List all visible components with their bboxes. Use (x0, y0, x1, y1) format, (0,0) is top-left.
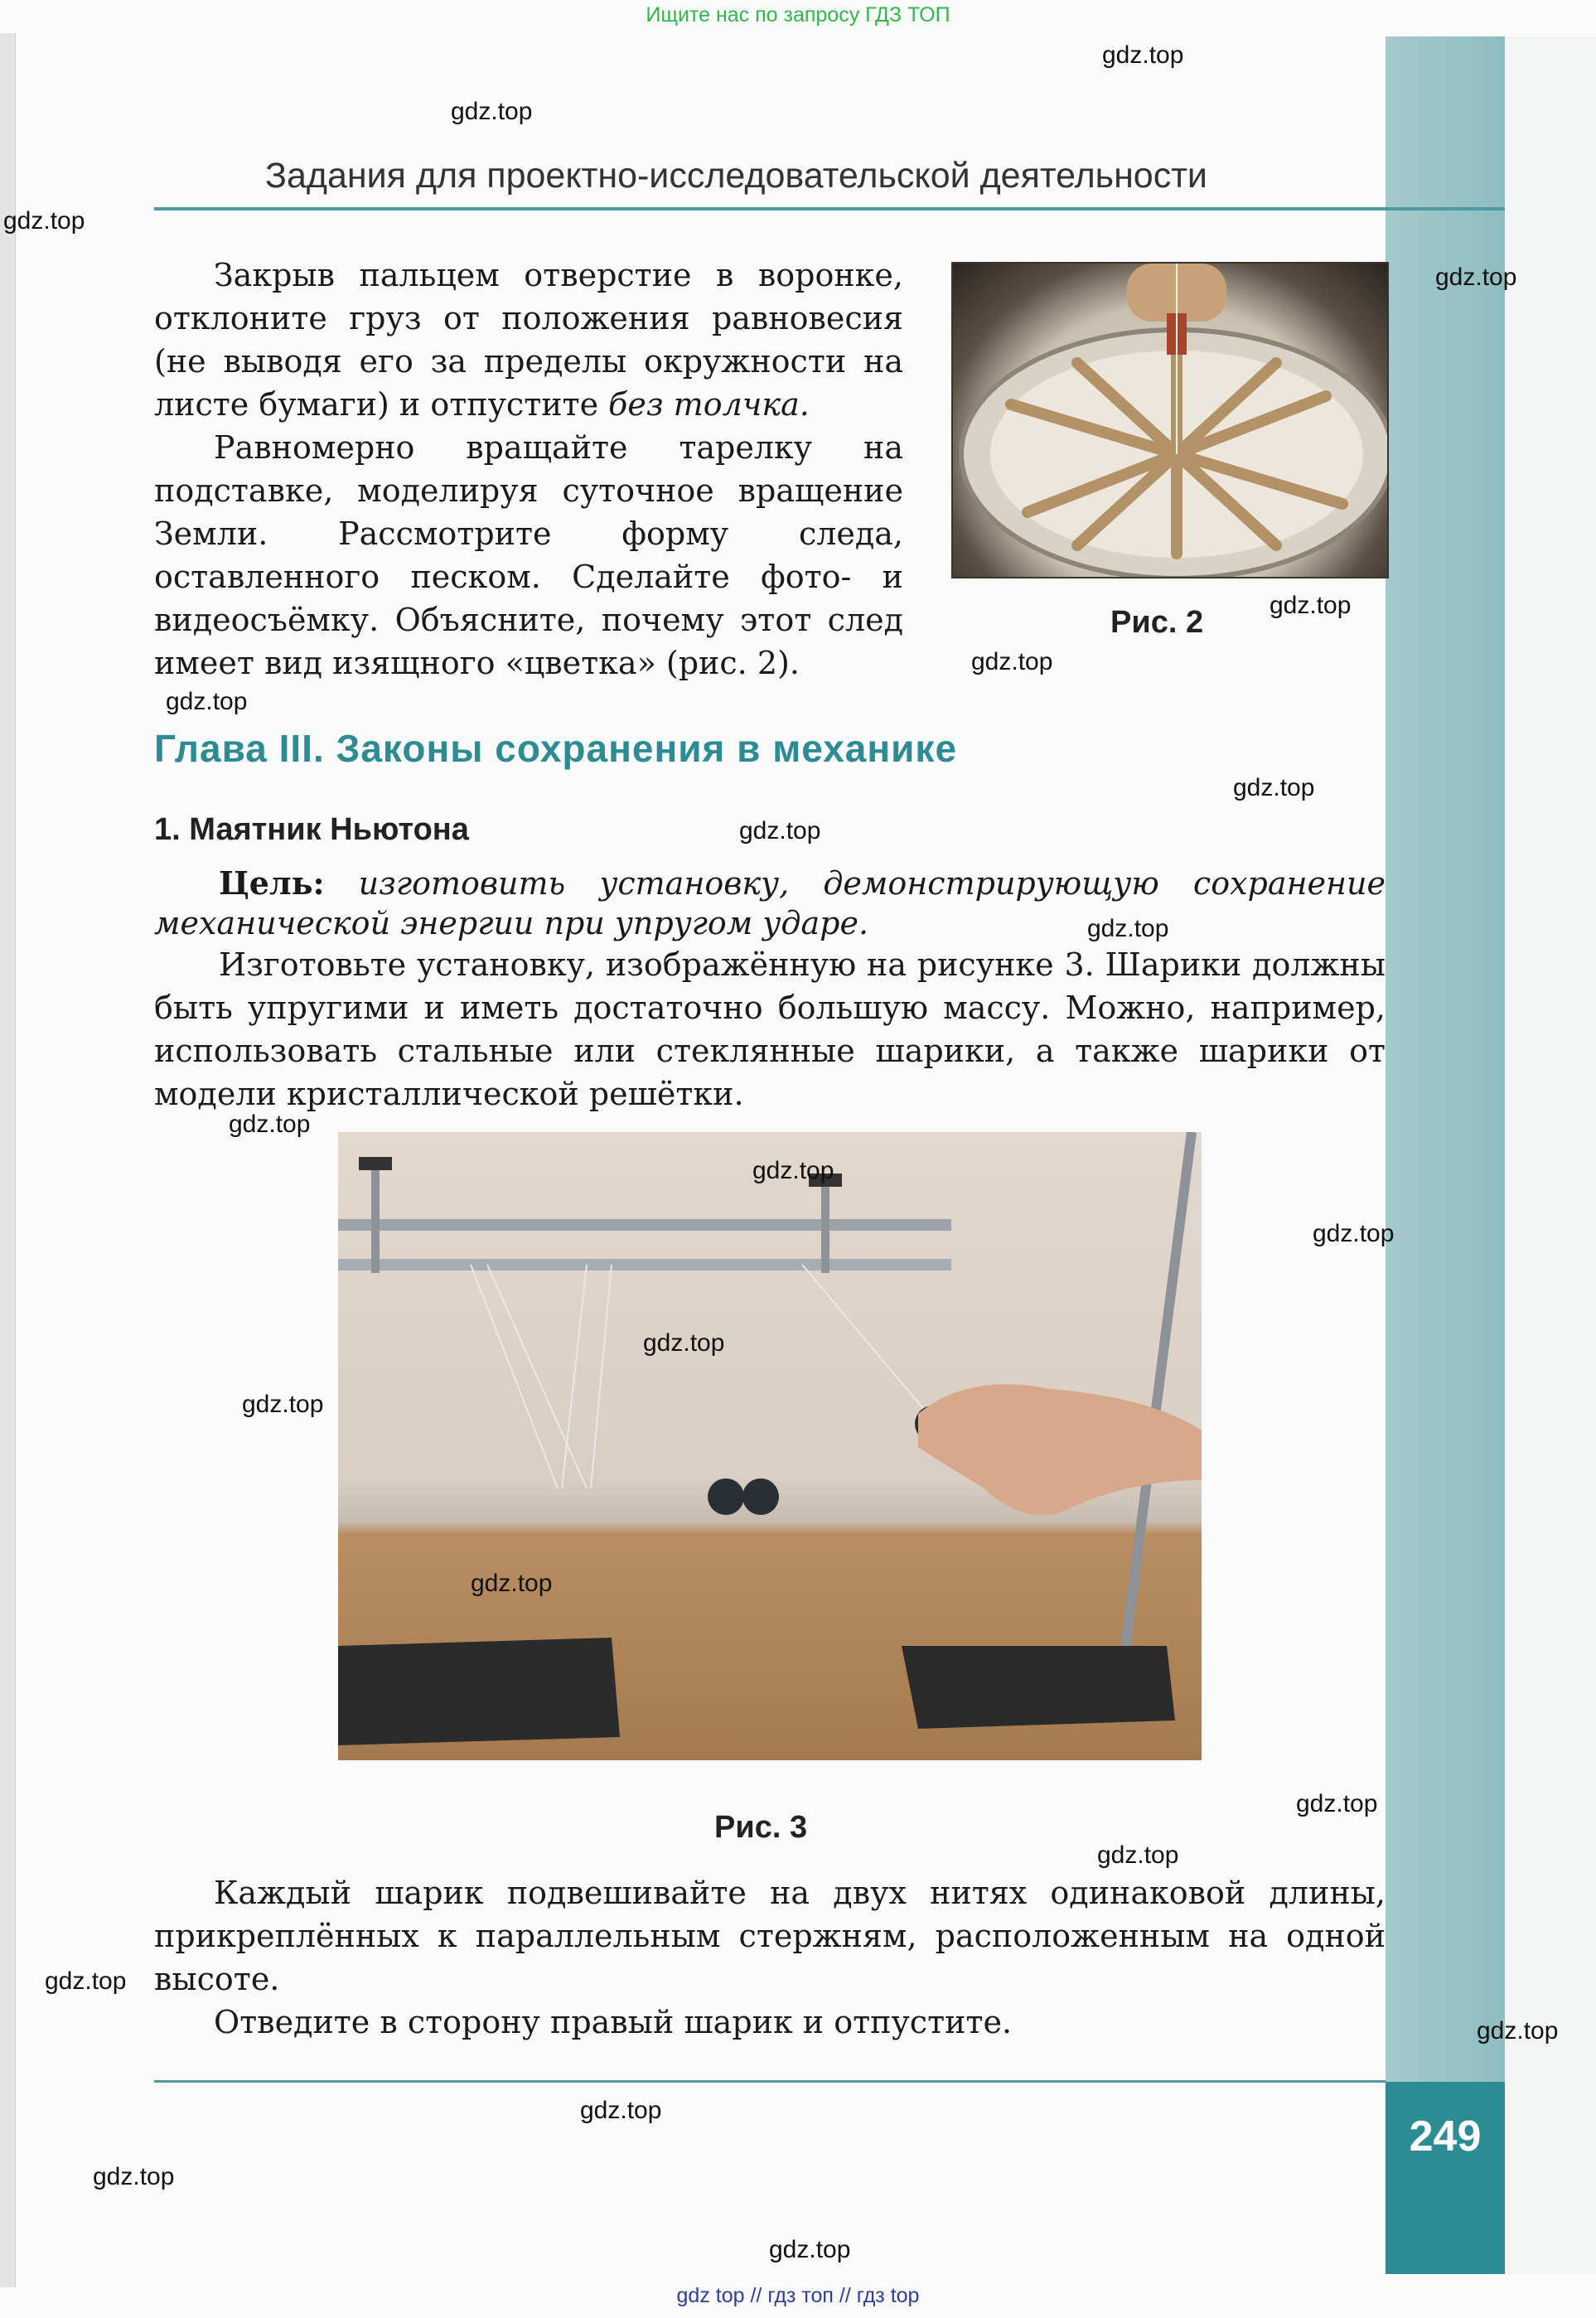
intro-text-block (154, 254, 903, 685)
subsection-title: 1. Маятник Ньютона (154, 812, 469, 847)
page-outer-margin (1505, 36, 1596, 2274)
bottom-links-banner[interactable]: gdz top // гдз топ // гдз top (676, 2284, 920, 2307)
watermark[interactable]: gdz.top (752, 1157, 834, 1184)
final-paragraph-2: Отведите в сторону правый шарик и отпустите. (214, 2004, 1013, 2040)
watermark[interactable]: gdz.top (45, 1967, 127, 1995)
watermark[interactable]: gdz.top (1097, 1841, 1179, 1869)
watermark[interactable]: gdz.top (1087, 915, 1169, 942)
watermark[interactable]: gdz.top (1435, 264, 1517, 291)
watermark[interactable]: gdz.top (1233, 774, 1315, 801)
setup-paragraph: Изготовьте установку, изображённую на рисунке 3. Шарики должны быть упругими и иметь достаточно большую массу. Можно, например, использовать стальные или стеклянные шарики, а также шарики от модели кристаллической решётки. (154, 946, 1386, 1112)
watermark[interactable]: gdz.top (1477, 2017, 1559, 2045)
watermark[interactable]: gdz.top (971, 648, 1053, 675)
intro-paragraph-1 (154, 254, 903, 426)
page-left-margin (0, 33, 16, 2287)
figure-2-photo (951, 262, 1389, 578)
watermark[interactable]: gdz.top (3, 207, 85, 235)
chapter-title: Глава III. Законы сохранения в механике (154, 727, 958, 770)
figure-2-caption: Рис. 2 (1110, 605, 1204, 640)
footer-rule (154, 2080, 1386, 2083)
watermark[interactable]: gdz.top (739, 817, 821, 844)
intro-paragraph-1-italic: без толчка. (608, 386, 810, 423)
watermark[interactable]: gdz.top (580, 2097, 662, 2124)
teal-side-band (1386, 36, 1505, 2274)
watermark[interactable]: gdz.top (1296, 1790, 1378, 1817)
watermark[interactable]: gdz.top (643, 1329, 725, 1357)
goal-text: изготовить установку, демонстрирующую сохранение механической энергии при упругом ударе. (154, 865, 1386, 941)
watermark[interactable]: gdz.top (93, 2163, 175, 2190)
watermark[interactable]: gdz.top (242, 1391, 324, 1418)
top-search-banner[interactable]: Ищите нас по запросу ГДЗ ТОП (646, 3, 950, 27)
watermark[interactable]: gdz.top (1270, 592, 1352, 619)
watermark[interactable]: gdz.top (1313, 1220, 1395, 1247)
goal-paragraph (154, 864, 1386, 943)
section-header: Задания для проектно-исследовательской деятельности (265, 156, 1207, 196)
goal-label: Цель: (219, 864, 325, 902)
page-number: 249 (1386, 2082, 1505, 2274)
watermark[interactable]: gdz.top (166, 688, 248, 715)
sand-flower-illustration (953, 264, 1387, 577)
watermark[interactable]: gdz.top (769, 2236, 851, 2263)
watermark[interactable]: gdz.top (471, 1570, 553, 1597)
final-paragraph-1: Каждый шарик подвешивайте на двух нитях одинаковой длины, прикреплённых к параллельным стержням, расположенным на одной высоте. (154, 1875, 1386, 1997)
setup-text-block (154, 943, 1386, 1115)
newton-cradle-illustration (338, 1132, 1202, 1760)
intro-paragraph-1-text: Закрыв пальцем отверстие в воронке, отклоните груз от положения равновесия (не выводя его за пределы окружности на листе бумаги) и отпустите (154, 257, 903, 423)
intro-paragraph-2: Равномерно вращайте тарелку на подставке, моделируя суточное вращение Земли. Рассмотрите форму следа, оставленного песком. Сделайте фото- и видеосъёмку. Объясните, почему этот след имеет вид изящного «цветка» (рис. 2). (154, 429, 903, 681)
figure-3-photo (338, 1132, 1202, 1760)
figure-3-caption: Рис. 3 (714, 1810, 808, 1845)
final-text-block (154, 1871, 1386, 2044)
watermark[interactable]: gdz.top (1102, 41, 1184, 69)
watermark[interactable]: gdz.top (229, 1111, 311, 1138)
watermark[interactable]: gdz.top (451, 98, 533, 125)
header-rule (154, 207, 1505, 211)
